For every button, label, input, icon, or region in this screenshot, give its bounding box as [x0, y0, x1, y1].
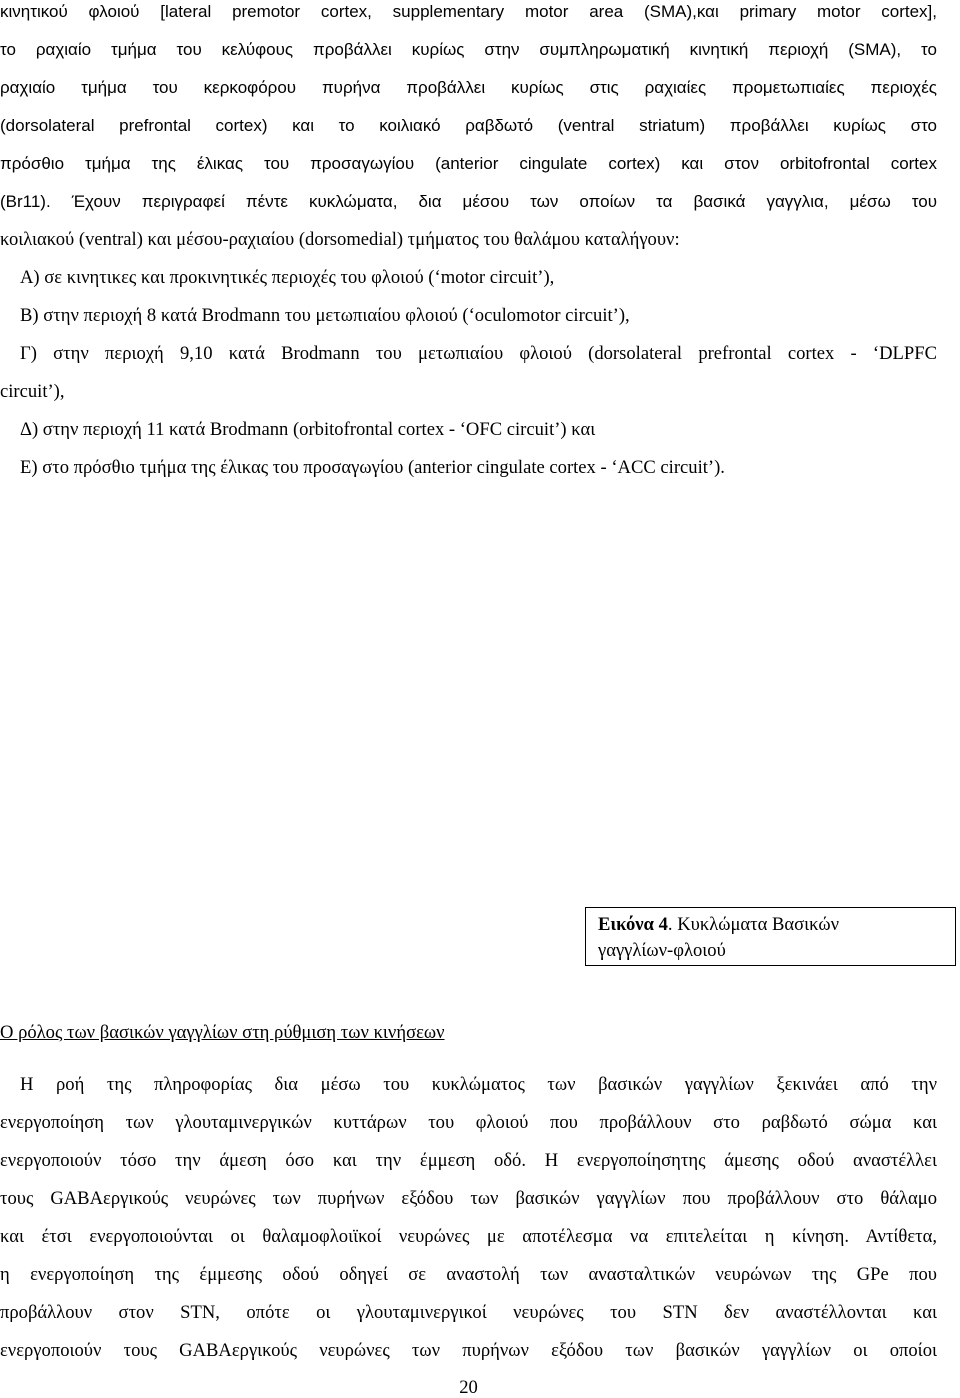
paragraph2-line: Η ροή της πληροφορίας δια μέσω του κυκλώματος των βασικών γαγγλίων ξεκινάει από την	[20, 1074, 937, 1095]
paragraph1-line: το ραχιαίο τμήμα του κελύφους προβάλλει κυρίως στην συμπληρωματική κινητική περιοχή (SMA), το	[0, 40, 937, 59]
paragraph1-line: (Br11). Έχουν περιγραφεί πέντε κυκλώματα, δια μέσου των οποίων τα βασικά γαγγλια, μέσω του	[0, 192, 937, 211]
paragraph2-line: η ενεργοποίηση της έμμεσης οδού οδηγεί σε αναστολή των ανασταλτικών νευρώνων της GPe που	[0, 1264, 937, 1285]
figure-caption-text: . Κυκλώματα Βασικών	[667, 914, 840, 935]
paragraph1-line: (dorsolateral prefrontal cortex) και το κοιλιακό ραβδωτό (ventral striatum) προβάλλει κυρίως στο	[0, 116, 937, 135]
paragraph2-line: ενεργοποιούν τους GABAεργικούς νευρώνες των πυρήνων εξόδου των βασικών γαγγλίων οι οποίοι	[0, 1340, 937, 1361]
list-item-c-continued: circuit’),	[0, 381, 65, 402]
list-item-d: Δ) στην περιοχή 11 κατά Brodmann (orbitofrontal cortex - ‘OFC circuit’) και	[20, 419, 596, 440]
paragraph2-line: και έτσι ενεργοποιούνται οι θαλαμοφλοιϊκοί νευρώνες με αποτέλεσμα να επιτελείται η κίνηση. Αντίθετα,	[0, 1226, 937, 1247]
figure-caption-line2: γαγγλίων-φλοιού	[598, 940, 726, 961]
section-heading: Ο ρόλος των βασικών γαγγλίων στη ρύθμιση των κινήσεων	[0, 1022, 445, 1043]
paragraph1-line: ραχιαίο τμήμα του κερκοφόρου πυρήνα προβάλλει κυρίως στις ραχιαίες προμετωπιαίες περιοχές	[0, 78, 937, 97]
paragraph1-line: πρόσθιο τμήμα της έλικας του προσαγωγίου (anterior cingulate cortex) και στον orbitofrontal cortex	[0, 154, 937, 173]
paragraph2-line: τους GABAεργικούς νευρώνες των πυρήνων εξόδου των βασικών γαγγλίων που προβάλλουν στο θάλαμο	[0, 1188, 937, 1209]
figure-caption	[585, 907, 956, 966]
paragraph2-line: ενεργοποιούν τόσο την άμεση όσο και την έμμεση οδό. Η ενεργοποίησητης άμεσης οδού αναστέλλει	[0, 1150, 937, 1171]
list-item-e: Ε) στο πρόσθιο τμήμα της έλικας του προσαγωγίου (anterior cingulate cortex - ‘ACC circuit’).	[20, 457, 725, 478]
paragraph1-line: κινητικού φλοιού [lateral premotor cortex, supplementary motor area (SMA),και primary motor cortex],	[0, 2, 937, 21]
paragraph2-line: ενεργοποίηση των γλουταμινεργικών κυττάρων του φλοιού που προβάλλουν στο ραβδωτό σώμα και	[0, 1112, 937, 1133]
list-item-c: Γ) στην περιοχή 9,10 κατά Brodmann του μετωπιαίου φλοιού (dorsolateral prefrontal cortex - ‘DLPFC	[20, 343, 937, 364]
figure-label: Εικόνα 4	[598, 914, 668, 935]
paragraph2-line: προβάλλουν στον STN, οπότε οι γλουταμινεργικοί νευρώνες του STN δεν αναστέλλονται και	[0, 1302, 937, 1323]
page-number: 20	[459, 1377, 478, 1398]
list-item-b: Β) στην περιοχή 8 κατά Brodmann του μετωπιαίου φλοιού (‘oculomotor circuit’),	[20, 305, 630, 326]
list-item-a: Α) σε κινητικες και προκινητικές περιοχές του φλοιού (‘motor circuit’),	[20, 267, 555, 288]
paragraph1-line: κοιλιακού (ventral) και μέσου-ραχιαίου (dorsomedial) τμήματος του θαλάμου καταλήγουν:	[0, 229, 680, 250]
